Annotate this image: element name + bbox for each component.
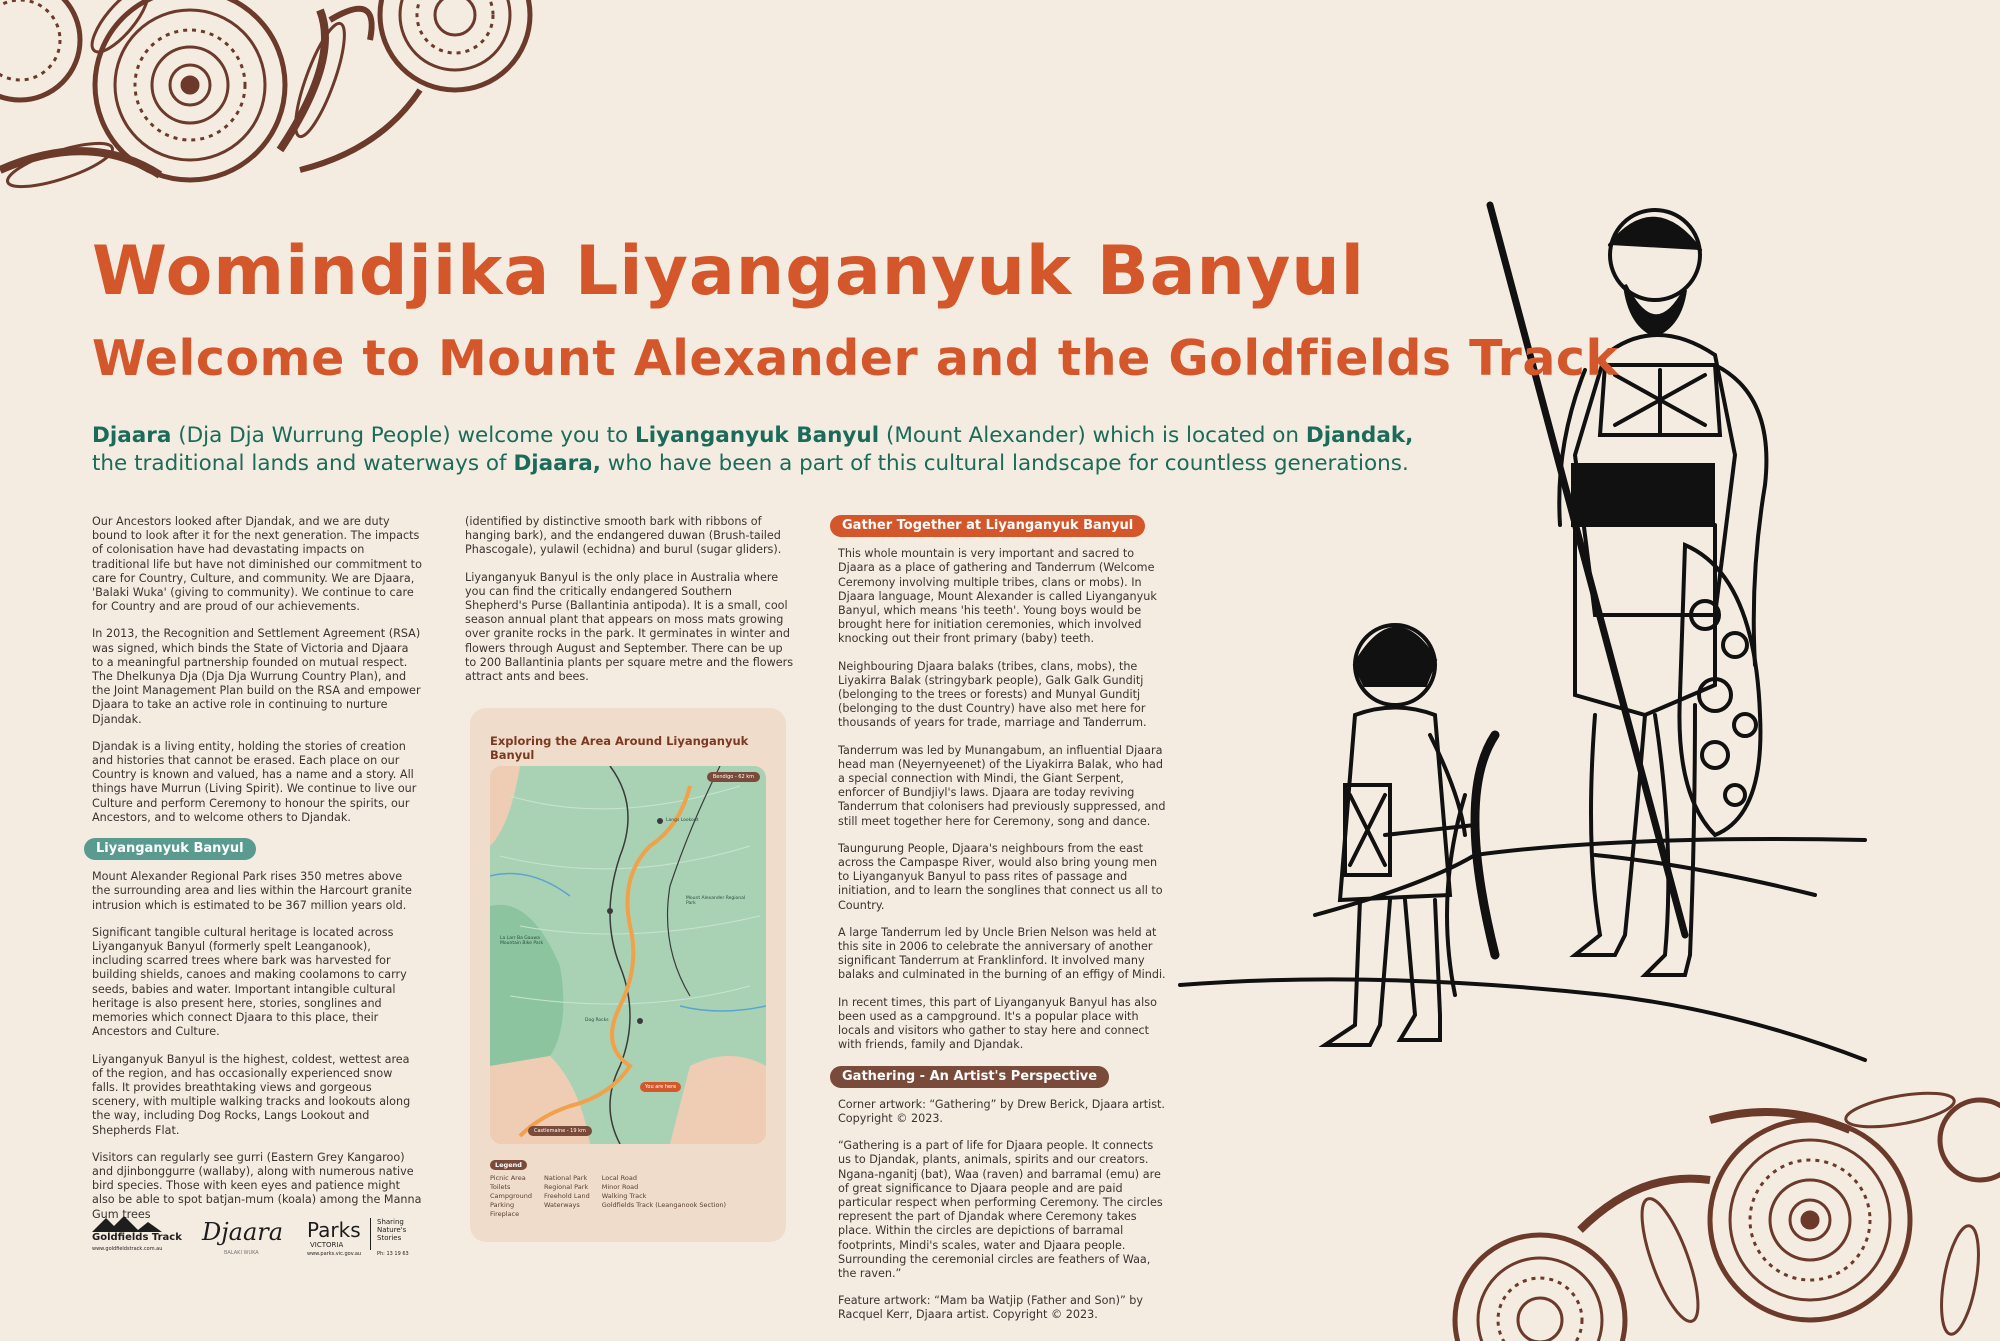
map-label-dog-rocks: Dog Rocks [585,1018,609,1023]
legend-item: Walking Track [601,1192,647,1200]
legend-item: Local Road [601,1174,637,1182]
legend-item: Minor Road [601,1183,639,1191]
corner-artwork-top-left [0,0,560,215]
paragraph: Visitors can regularly see gurri (Eastern Grey Kangaroo) and djinbonggurre (wallaby), along with numerous native bird species. Those with keen eyes and patience might also be able to spot batjan-mum (koala) among the Manna Gum trees [92,1150,422,1221]
legend-item: Toilets [490,1183,511,1191]
parks-url: www.parks.vic.gov.au [307,1251,362,1257]
text-column-3 [838,515,1168,1336]
intro-text: (Mount Alexander) which is located on [879,423,1306,448]
tagline-line: Sharing [377,1218,404,1226]
paragraph: Neighbouring Djaara balaks (tribes, clans, mobs), the Liyakirra Balak (stringybark people), Galk Galk Gunditj (belonging to the trees or forests) and Munyal Gunditj (belonging to the dust Country) have also met here for thousands of years for trade, marriage and Tanderrum. [838,659,1147,730]
intro-djaara: Djaara [92,423,172,448]
goldfields-logo-text: Goldfields Track [92,1232,182,1243]
map-title: Exploring the Area Around Liyanganyuk Banyul [490,734,749,762]
djaara-logo-sub: BALAKI WUKA [224,1250,259,1256]
paragraph: Our Ancestors looked after Djandak, and we are duty bound to look after it for the next generation. The impacts of colonisation have had devastating impacts on traditional life but have not diminished our commitment to care for Country, Culture, and community. We are Djaara, 'Balaki Wuka' (giving to community). We continue to care for Country and are proud of our achievements. [92,515,422,614]
tagline-line: Nature's [377,1226,407,1234]
legend-item: Goldfields Track (Leanganook Section) [601,1201,727,1209]
map-label-bike-park: La Larr Ba Gauwa Mountain Bike Park [500,936,544,946]
intro-djaara: Djaara, [513,451,601,476]
corner-artwork-bottom-right [1380,1080,2000,1341]
map-label-langs: Langs Lookout [666,818,699,823]
legend-column [544,1174,590,1219]
section-heading-artist-perspective: Gathering - An Artist's Perspective [830,1066,1109,1088]
map-label-regional-park: Mount Alexander Regional Park [686,896,746,906]
text-column-1 [92,515,422,1235]
goldfields-mountains-icon [92,1214,172,1232]
legend-item: Regional Park [543,1183,589,1191]
map-label-you-are-here: You are here [640,1082,681,1092]
map-label-bendigo: Bendigo - 62 km [707,772,760,782]
paragraph: “Gathering is a part of life for Djaara people. It connects us to Djandak, plants, animals, spirits and our creators. Ngana-nganitj (bat), Waa (raven) and barramal (emu) are of great significance to Djaara people and are paid particular respect when performing Ceremony. The circles represent the part of Djandak where Ceremony takes place. Within the circles are depictions of barramal footprints, Mindi's scales, water and Djaara people. Surrounding the ceremonial circles are feathers of Waa, the raven.” [838,1139,1163,1280]
intro-text: (Dja Dja Wurrung People) welcome you to [171,423,635,448]
paragraph: (identified by distinctive smooth bark with ribbons of hanging bark), and the endangered duwan (Brush-tailed Phascogale), yulawil (echidna) and burul (sugar gliders). [465,515,782,557]
page-title: Womindjika Liyanganyuk Banyul [92,232,1365,311]
text-column-2 [465,515,795,697]
djaara-logo-text: Djaara [202,1218,284,1246]
sharing-tagline [377,1218,406,1242]
paragraph: Significant tangible cultural heritage is located across Liyanganyuk Banyul (formerly spelt Leanganook), including scarred trees where bark was harvested for building shields, canoes and making coolamons to carry seeds, babies and water. Important intangible cultural heritage is also present here, stories, songlines and memories which connect Djaara to this place, their Ancestors and Culture. [92,925,407,1039]
logo-divider [370,1218,371,1250]
paragraph: Taungurung People, Djaara's neighbours from the east across the Campaspe River, would also bring young men to Liyanganyuk Banyul to pass rites of passage and initiation, and to learn the songlines that connect us all to Country. [838,841,1163,912]
map-legend [490,1160,766,1219]
section-heading-gather-together: Gather Together at Liyanganyuk Banyul [830,515,1145,537]
parks-logo-text: Parks [307,1218,361,1242]
legend-column [602,1174,726,1219]
goldfields-url: www.goldfieldstrack.com.au [92,1246,163,1252]
paragraph: This whole mountain is very important and sacred to Djaara as a place of gathering and Tanderrum (Welcome Ceremony involving multiple tribes, clans or mobs). In Djaara language, Mount Alexander is called Liyanganyuk Banyul, which means 'his teeth'. Young boys would be brought here for initiation ceremonies, which involved knocking out their front primary (baby) teeth. [838,547,1157,646]
intro-text: the traditional lands and waterways of [92,451,514,476]
intro-liyanganyuk: Liyanganyuk Banyul [635,423,880,448]
legend-item: Fireplace [490,1210,520,1218]
legend-item: Picnic Area [490,1174,526,1182]
legend-item: Freehold Land [543,1192,590,1200]
feature-artwork-father-and-son [1175,195,1875,1075]
paragraph: In 2013, the Recognition and Settlement Agreement (RSA) was signed, which binds the State of Victoria and Djaara to a meaningful partnership founded on mutual respect. The Dhelkunya Dja (Dja Dja Wurrung Country Plan), and the Joint Management Plan build on the RSA and empower Djaara to take an active role in continuing to nurture Djandak. [92,627,421,726]
legend-item: Parking [490,1201,515,1209]
section-heading-liyanganyuk-banyul: Liyanganyuk Banyul [84,838,256,860]
paragraph: A large Tanderrum led by Uncle Brien Nelson was held at this site in 2006 to celebrate the anniversary of another significant Tanderrum at Franklinford. It involved many balaks and culminated in the burning of an effigy of Mindi. [838,925,1166,982]
parks-logo-sub: VICTORIA [310,1241,344,1249]
partner-logos [92,1210,422,1260]
area-map [490,766,766,1144]
map-graphic [490,766,766,1144]
intro-paragraph [92,422,1512,478]
map-label-castlemaine: Castlemaine - 19 km [528,1126,592,1136]
page-subtitle: Welcome to Mount Alexander and the Goldfields Track [92,330,1619,387]
tagline-line: Stories [377,1234,402,1242]
legend-item: Waterways [543,1201,580,1209]
legend-title: Legend [490,1160,527,1170]
paragraph: Liyanganyuk Banyul is the highest, coldest, wettest area of the region, and has occasionally experienced snow falls. It provides breathtaking views and gorgeous scenery, with multiple walking tracks and lookouts along the way, including Dog Rocks, Langs Lookout and Shepherds Flat. [92,1052,411,1137]
paragraph: Mount Alexander Regional Park rises 350 metres above the surrounding area and lies within the Harcourt granite intrusion which is estimated to be 367 million years old. [92,870,412,912]
paragraph: Liyanganyuk Banyul is the only place in Australia where you can find the critically endangered Southern Shepherd's Purse (Ballantinia antipoda). It is a small, cool season annual plant that appears on moss mats growing over granite rocks in the park. It germinates in winter and flowers through August and September. There can be up to 200 Ballantinia plants per square metre and the flowers attract ants and bees. [465,570,794,684]
legend-column [490,1174,532,1219]
legend-item: Campground [490,1192,532,1200]
paragraph: In recent times, this part of Liyanganyuk Banyul has also been used as a campground. It's a popular place with locals and visitors who gather to stay here and connect with friends, family and Djandak. [838,995,1157,1052]
legend-item: National Park [543,1174,588,1182]
phone-number: Ph: 13 19 63 [377,1251,409,1257]
paragraph: Corner artwork: “Gathering” by Drew Berick, Djaara artist. Copyright © 2023. [838,1097,1165,1125]
intro-text: who have been a part of this cultural landscape for countless generations. [600,451,1409,476]
paragraph: Tanderrum was led by Munangabum, an influential Djaara head man (Neyernyeenet) of the Liyakirra Balak, who had a special connection with Mindi, the Giant Serpent, enforcer of Bundjiyl's laws. Djaara are today reviving Tanderrum that colonisers had previously suppressed, and still meet together here for Ceremony, song and dance. [838,743,1166,828]
paragraph: Djandak is a living entity, holding the stories of creation and histories that cannot be erased. Each place on our Country is known and valued, has a name and a story. All things have Murrun (Living Spirit). We continue to live our Culture and perform Ceremony to honour the spirits, our Ancestors, and to welcome others to Djandak. [92,739,417,824]
map-card [470,708,786,1242]
paragraph: Feature artwork: “Mam ba Watjip (Father and Son)” by Racquel Kerr, Djaara artist. Copyright © 2023. [838,1294,1144,1322]
intro-djandak: Djandak, [1305,423,1414,448]
